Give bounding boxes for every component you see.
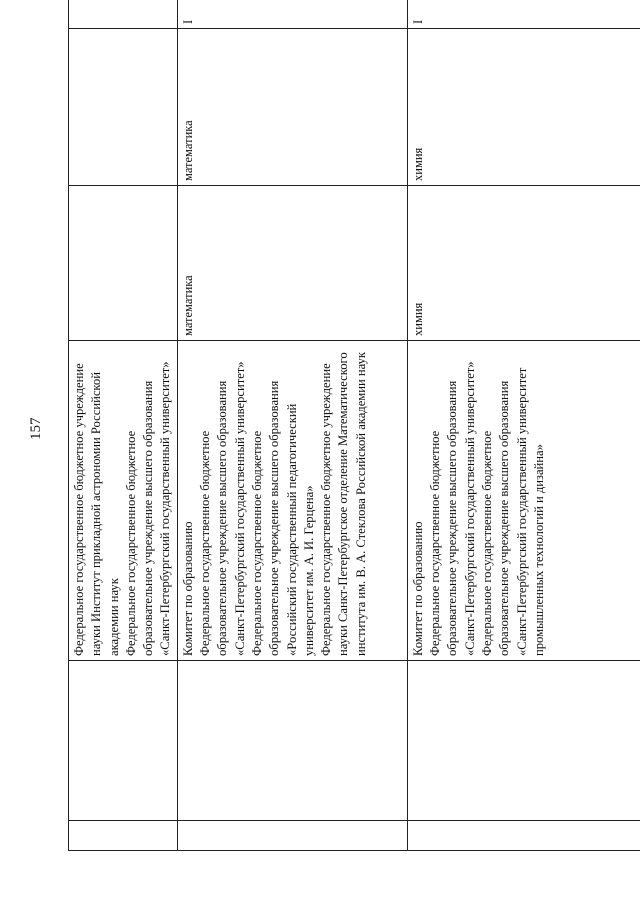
organizer-text: Федеральное государственное бюджетное образовательное учреждение высшего образования «Санкт-Петербургский государственный университет» (428, 361, 477, 656)
subject-text: химия (410, 147, 425, 181)
subject-text: математика (180, 275, 195, 336)
organizer-text: Федеральное государственное бюджетное учреждение науки Санкт-Петербургское отделение Математического института им. В. А. Стеклова Российской академии наук (319, 351, 368, 656)
organizer-text: Федеральное государственное бюджетное образовательное учреждение высшего образования «Санкт-Петербургский государственный университет» (123, 361, 173, 656)
subject-cell (69, 29, 178, 186)
subject-cell (177, 29, 407, 186)
subject-cell (407, 186, 640, 341)
cell-empty-number (69, 821, 178, 851)
cell-empty-number (407, 821, 640, 851)
organizer-text: Комитет по образованию (410, 521, 425, 656)
organizer-text: Федеральное государственное бюджетное образовательное учреждение высшего образования «Санкт-Петербургский государственный университет промышленных технологий и дизайна» (479, 367, 546, 656)
grade-cell (177, 0, 407, 29)
table-row (177, 0, 407, 851)
subject-cell (69, 186, 178, 341)
organizer-text: Комитет по образованию (180, 521, 195, 656)
organizer-text: Федеральное государственное бюджетное образовательное учреждение высшего образования «Санкт-Петербургский государственный университет» (198, 361, 247, 656)
grade-text: I (180, 19, 195, 24)
organizer-text: Федеральное государственное бюджетное образовательное учреждение высшего образования «Российский государственный педагогический университет им. А. И. Герцена» (249, 380, 316, 656)
organizers-cell (177, 341, 407, 661)
organizer-text: Федеральное государственное бюджетное учреждение науки Институт прикладной астрономии Российской академии наук (72, 363, 121, 656)
grade-cell (407, 0, 640, 29)
rotated-table-container (68, 15, 634, 851)
olympiad-table (68, 0, 640, 851)
subject-text: математика (180, 120, 195, 181)
cell-empty-number (177, 821, 407, 851)
cell-empty-name (407, 661, 640, 821)
subject-cell (177, 186, 407, 341)
cell-empty-name (69, 661, 178, 821)
organizers-cell (69, 341, 178, 661)
subject-text: химия (410, 302, 425, 336)
grade-text: I (410, 19, 425, 24)
grade-cell (69, 0, 178, 29)
page-number: 157 (28, 417, 44, 440)
subject-cell (407, 29, 640, 186)
table-row (407, 0, 640, 851)
cell-empty-name (177, 661, 407, 821)
organizers-cell (407, 341, 640, 661)
table-row (69, 0, 178, 851)
